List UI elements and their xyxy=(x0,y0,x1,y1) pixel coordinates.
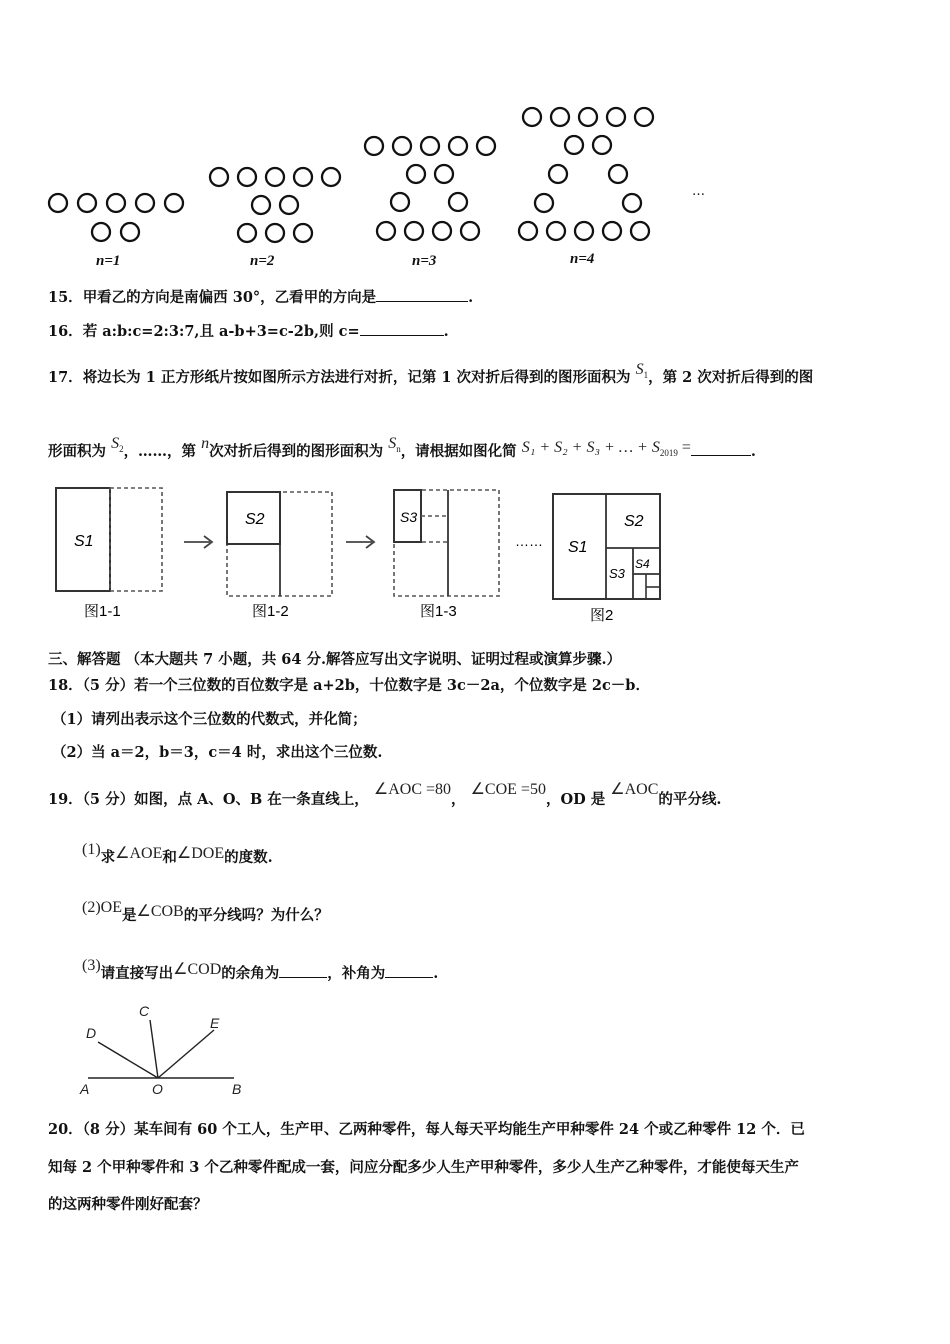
q17-answer-blank[interactable] xyxy=(691,455,751,456)
circle-pattern-figure xyxy=(40,95,720,280)
q17-sn: $S_n$ xyxy=(388,435,401,455)
q19-p1-b: 和 xyxy=(162,849,177,866)
q19-p3-b: 的余角为 xyxy=(221,965,280,982)
q17-line2a: 形面积为 xyxy=(48,443,106,460)
q19-p1-doe: ∠DOE xyxy=(176,845,225,862)
q17-line2c: 次对折后得到的图形面积为 xyxy=(209,443,384,460)
q19-comma1: ， xyxy=(451,791,466,808)
fig2-s2-label: S2 xyxy=(624,513,644,530)
folding-figure xyxy=(44,480,684,630)
q19-p2-number: (2) xyxy=(82,899,101,916)
q19-p3-a: 请直接写出 xyxy=(100,965,174,982)
q19-angle-aoc-2: ∠AOC xyxy=(610,781,659,798)
q19-p3-d: . xyxy=(433,965,439,982)
q17-line2b: ，……，第 xyxy=(123,443,197,460)
question-20-line2: 知每 2 个甲种零件和 3 个乙种零件配成一套，问应分配多少人生产甲种零件，多少人生产乙种零件，才能使每天生产 xyxy=(48,1159,799,1176)
question-20-line1: 20．（8 分）某车间有 60 个工人，生产甲、乙两种零件，每人每天平均能生产甲种零件 24 个或乙种零件 12 个．已 xyxy=(48,1121,805,1138)
q19-p1-aoe: ∠AOE xyxy=(115,845,163,862)
q19-angle-coe: ∠COE =50 xyxy=(470,781,546,798)
q19-p3-number: (3) xyxy=(82,957,101,974)
question-15 xyxy=(48,286,473,307)
q15-number: 15． xyxy=(48,289,83,306)
section-3-heading: 三、解答题 （本大题共 7 小题，共 64 分.解答应写出文字说明、证明过程或演算步骤.） xyxy=(48,651,622,668)
point-c-label: C xyxy=(139,1003,150,1019)
question-16 xyxy=(48,320,449,341)
q19-p3-cod: ∠COD xyxy=(173,961,222,978)
q16-tail: . xyxy=(443,323,449,340)
q15-answer-blank[interactable] xyxy=(376,301,468,302)
point-e-label: E xyxy=(210,1015,220,1031)
q19-p1-c: 的度数. xyxy=(224,849,273,866)
q19-p3-c: ，补角为 xyxy=(327,965,386,982)
q17-n: n xyxy=(201,435,210,452)
question-19-part3 xyxy=(82,957,439,983)
question-19-part1 xyxy=(82,841,273,867)
q17-tail: . xyxy=(750,443,756,460)
point-b-label: B xyxy=(232,1081,242,1097)
pattern-label-n1: n=1 xyxy=(96,253,121,269)
fig-caption-1-1: 图1-1 xyxy=(84,603,121,620)
question-18-part1: （1）请列出表示这个三位数的代数式，并化简； xyxy=(52,711,367,728)
q17-s2: $S_2$ xyxy=(111,435,124,455)
q19-p2-b: 的平分线吗？为什么？ xyxy=(183,907,329,924)
fold-s3-label: S3 xyxy=(400,509,418,525)
fig-caption-1-2: 图1-2 xyxy=(252,603,289,620)
q15-tail: . xyxy=(468,289,474,306)
q19-comma2: ，OD 是 xyxy=(545,791,606,808)
pattern-label-n3: n=3 xyxy=(412,253,437,269)
q19-tail: 的平分线. xyxy=(658,791,722,808)
fig2-s1-label: S1 xyxy=(568,539,588,556)
q16-answer-blank[interactable] xyxy=(360,335,444,336)
pattern-ellipsis: … xyxy=(692,184,705,199)
q17-number: 17． xyxy=(48,369,83,386)
pattern-label-n2: n=2 xyxy=(250,253,275,269)
fig2-s3-label: S3 xyxy=(609,566,625,581)
q15-text: 甲看乙的方向是南偏西 30°，乙看甲的方向是 xyxy=(82,289,377,306)
question-18-part2: （2）当 a＝2，b＝3，c＝4 时，求出这个三位数. xyxy=(52,744,383,761)
q17-sum-expression: S₁ + S₂ + S₃ + … + $S_{2019}$ = xyxy=(521,439,691,459)
fig-caption-1-3: 图1-3 xyxy=(420,603,457,620)
point-a-label: A xyxy=(80,1081,90,1097)
question-17-line2 xyxy=(48,435,756,462)
point-d-label: D xyxy=(86,1025,97,1041)
q19-p2-oe: OE xyxy=(100,899,122,916)
question-19-part2 xyxy=(82,899,329,925)
question-20-line3: 的这两种零件刚好配套？ xyxy=(48,1196,208,1213)
question-17-line1 xyxy=(48,361,814,388)
q19-supplement-blank[interactable] xyxy=(385,977,433,978)
q19-intro: 19．（5 分）如图，点 A、O、B 在一条直线上， xyxy=(48,791,369,808)
q17-line1b: ，第 2 次对折后得到的图 xyxy=(648,369,814,386)
q17-line1a: 将边长为 1 正方形纸片按如图所示方法进行对折，记第 1 次对折后得到的图形面积为 xyxy=(82,369,631,386)
q19-angle-aoc: ∠AOC =80 xyxy=(373,781,452,798)
pattern-label-n4: n=4 xyxy=(570,251,595,267)
fig2-s4-label: S4 xyxy=(635,557,650,571)
fold-s1-label: S1 xyxy=(74,533,94,550)
q17-s1: $S_1$ xyxy=(635,361,649,381)
q19-p1-a: 求 xyxy=(100,849,116,866)
q19-p2-a: 是 xyxy=(121,907,137,924)
angle-figure xyxy=(74,1000,264,1100)
q19-p2-cob: ∠COB xyxy=(136,903,184,920)
q16-text: 若 a:b:c=2:3:7,且 a-b+3=c-2b,则 c= xyxy=(82,323,360,340)
point-o-label: O xyxy=(152,1081,163,1097)
q17-line2d: ，请根据如图化简 xyxy=(400,443,517,460)
fold-s2-label: S2 xyxy=(245,511,265,528)
q16-number: 16． xyxy=(48,323,83,340)
q19-p1-number: (1) xyxy=(82,841,101,858)
question-19 xyxy=(48,781,722,809)
q19-complement-blank[interactable] xyxy=(279,977,327,978)
fig-caption-2: 图2 xyxy=(590,607,614,624)
question-18: 18．（5 分）若一个三位数的百位数字是 a+2b，十位数字是 3c－2a，个位数字是 2c－b． xyxy=(48,677,650,694)
fold-dots: …… xyxy=(515,533,543,549)
